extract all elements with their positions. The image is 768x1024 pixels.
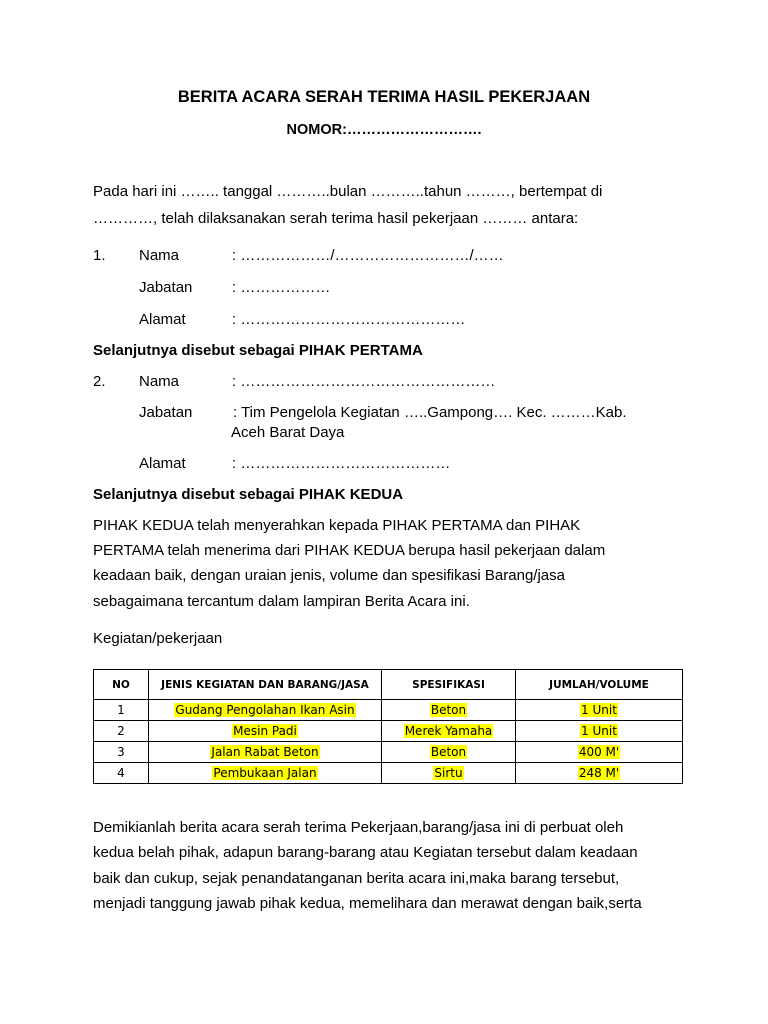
cell-jumlah — [516, 742, 683, 763]
cell-no: 1 — [94, 700, 149, 721]
party1-number: 1. — [93, 247, 106, 264]
cell-jumlah-text: 1 Unit — [581, 724, 617, 738]
party1-jabatan-label: Jabatan — [139, 279, 193, 296]
cell-jumlah — [516, 700, 683, 721]
party1-designation: Selanjutnya disebut sebagai PIHAK PERTAMA — [93, 342, 423, 359]
handover-line-4: sebagaimana tercantum dalam lampiran Berita Acara ini. — [93, 593, 470, 610]
cell-jenis — [149, 763, 382, 784]
table-header-row — [94, 670, 683, 700]
handover-line-1: PIHAK KEDUA telah menyerahkan kepada PIHAK PERTAMA dan PIHAK — [93, 517, 581, 534]
closing-line-3: baik dan cukup, sejak penandatanganan berita acara ini,maka barang tersebut, — [93, 870, 620, 887]
party2-designation: Selanjutnya disebut sebagai PIHAK KEDUA — [93, 486, 404, 503]
party2-jabatan-value: : Tim Pengelola Kegiatan …..Gampong…. Kec. ………Kab. — [233, 404, 627, 421]
party2-jabatan-value-cont: Aceh Barat Daya — [231, 424, 345, 441]
cell-jenis-text: Pembukaan Jalan — [213, 766, 317, 780]
intro-line-1: Pada hari ini …….. tanggal ………..bulan ………..tahun ………, bertempat di — [93, 183, 603, 200]
cell-spesifikasi-text: Merek Yamaha — [404, 724, 493, 738]
cell-spesifikasi-text: Sirtu — [434, 766, 463, 780]
cell-no: 4 — [94, 763, 149, 784]
header-jumlah: JUMLAH/VOLUME — [516, 670, 683, 700]
cell-spesifikasi — [382, 721, 516, 742]
party2-alamat-label: Alamat — [139, 455, 186, 472]
cell-jenis — [149, 700, 382, 721]
cell-jumlah-text: 1 Unit — [581, 703, 617, 717]
party1-alamat-label: Alamat — [139, 311, 186, 328]
kegiatan-label: Kegiatan/pekerjaan — [93, 630, 223, 647]
document-title: BERITA ACARA SERAH TERIMA HASIL PEKERJAAN — [177, 88, 591, 106]
intro-line-2: …………, telah dilaksanakan serah terima hasil pekerjaan ……… antara: — [93, 210, 579, 227]
cell-jenis-text: Jalan Rabat Beton — [211, 745, 319, 759]
party1-nama-label: Nama — [139, 247, 180, 264]
table-row — [94, 700, 683, 721]
closing-line-1: Demikianlah berita acara serah terima Pekerjaan,barang/jasa ini di perbuat oleh — [93, 819, 624, 836]
party2-nama-value: : …………………………………………… — [232, 373, 496, 390]
cell-spesifikasi — [382, 700, 516, 721]
table-row — [94, 742, 683, 763]
document-number: NOMOR:………………………. — [286, 122, 482, 138]
handover-line-2: PERTAMA telah menerima dari PIHAK KEDUA berupa hasil pekerjaan dalam — [93, 542, 606, 559]
party1-nama-value: : ………………/………………………/…… — [232, 247, 504, 264]
header-spesifikasi: SPESIFIKASI — [382, 670, 516, 700]
cell-jumlah-text: 400 M' — [578, 745, 620, 759]
party2-alamat-value: : …………………………………… — [232, 455, 451, 472]
header-no: NO — [94, 670, 149, 700]
closing-line-4: menjadi tanggung jawab pihak kedua, memelihara dan merawat dengan baik,serta — [93, 895, 642, 912]
cell-spesifikasi-text: Beton — [430, 703, 467, 717]
cell-jumlah — [516, 763, 683, 784]
party1-jabatan-value: : ……………… — [232, 279, 331, 296]
cell-jenis — [149, 721, 382, 742]
items-table — [93, 669, 683, 784]
cell-spesifikasi — [382, 763, 516, 784]
cell-jenis-text: Gudang Pengolahan Ikan Asin — [175, 703, 355, 717]
party2-nama-label: Nama — [139, 373, 180, 390]
party2-jabatan-label: Jabatan — [139, 404, 193, 421]
table-row — [94, 721, 683, 742]
table-row — [94, 763, 683, 784]
handover-line-3: keadaan baik, dengan uraian jenis, volume dan spesifikasi Barang/jasa — [93, 567, 565, 584]
party2-number: 2. — [93, 373, 106, 390]
cell-jenis — [149, 742, 382, 763]
cell-jenis-text: Mesin Padi — [233, 724, 297, 738]
cell-no: 2 — [94, 721, 149, 742]
cell-no: 3 — [94, 742, 149, 763]
cell-jumlah — [516, 721, 683, 742]
cell-jumlah-text: 248 M' — [578, 766, 620, 780]
header-jenis: JENIS KEGIATAN DAN BARANG/JASA — [149, 670, 382, 700]
party1-alamat-value: : ……………………………………… — [232, 311, 466, 328]
cell-spesifikasi — [382, 742, 516, 763]
cell-spesifikasi-text: Beton — [430, 745, 467, 759]
closing-line-2: kedua belah pihak, adapun barang-barang atau Kegiatan tersebut dalam keadaan — [93, 844, 638, 861]
